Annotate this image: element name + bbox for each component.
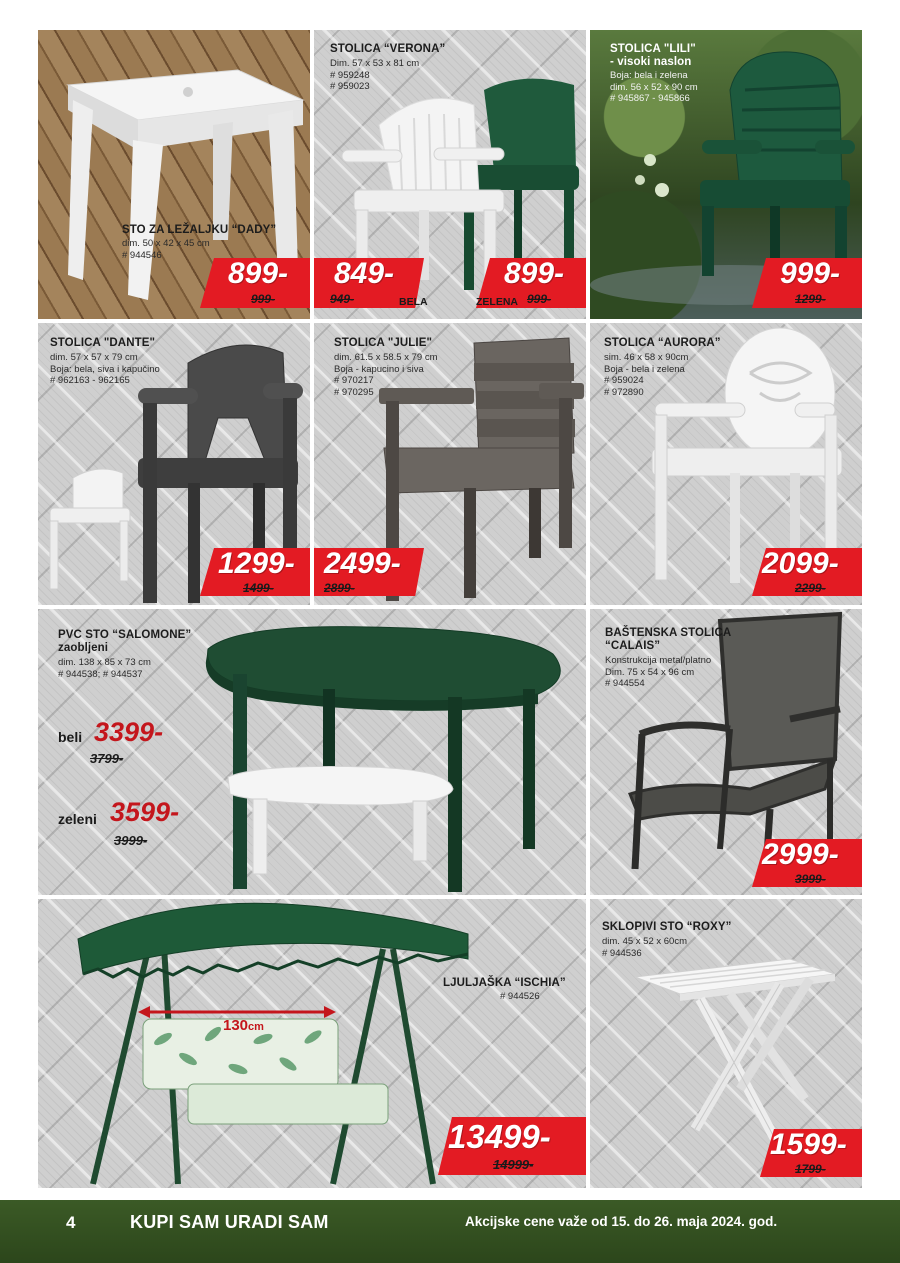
dante-specs [50, 352, 160, 387]
roxy-specs [602, 936, 687, 959]
spec-line: # 944536 [602, 947, 642, 959]
ischia-dimension-label [223, 1017, 264, 1034]
salomone-white-label: beli [58, 729, 83, 745]
verona-green-label: ZELENA [476, 296, 518, 308]
lili-title [610, 43, 696, 69]
calais-price: 2999- [762, 838, 839, 871]
spec-line: # 959248 [330, 69, 370, 81]
product-card-dante [38, 323, 310, 605]
spec-line: dim. 56 x 52 x 90 cm [610, 81, 698, 93]
spec-line: sim. 46 x 58 x 90cm [604, 352, 689, 363]
spec-line: dim. 57 x 57 x 79 cm [50, 352, 138, 363]
spec-line: # 944554 [605, 678, 645, 689]
title-line: PVC STO “SALOMONE” [58, 629, 192, 641]
verona-white-old-price: 949- [330, 292, 355, 306]
spec-line: # 944526 [500, 991, 540, 1002]
calais-specs [605, 655, 711, 690]
salomone-title [58, 629, 191, 655]
salomone-white-price: 3399- [94, 717, 164, 747]
julie-price: 2499- [324, 547, 401, 580]
julie-old-price: 2899- [324, 581, 355, 595]
title-line: STOLICA "LILI" [610, 43, 696, 55]
verona-specs [330, 58, 419, 93]
spec-line: Boja - bela i zelena [604, 363, 685, 375]
aurora-price: 2099- [762, 547, 839, 580]
product-card-julie [314, 323, 586, 605]
page-number: 4 [66, 1213, 76, 1232]
spec-line: # 962163 - 962165 [50, 375, 130, 386]
product-card-verona [314, 30, 586, 319]
spec-line: # 944546 [122, 249, 162, 261]
spec-line: Konstrukcija metal/platno [605, 655, 712, 666]
spec-line: # 944538; # 944537 [58, 668, 143, 680]
spec-line: Boja: bela, siva i kapučino [50, 363, 160, 375]
lili-old-price: 1299- [795, 292, 826, 306]
salomone-white-old-price: 3799- [90, 751, 124, 766]
verona-green-price: 899- [504, 257, 565, 290]
salomone-specs [58, 657, 151, 680]
dante-price: 1299- [218, 547, 295, 580]
title-line: - visoki naslon [610, 56, 692, 68]
verona-white-label: BELA [399, 296, 428, 308]
spec-line: Dim. 75 x 54 x 96 cm [605, 666, 695, 678]
spec-line: dim. 138 x 85 x 73 cm [58, 657, 151, 668]
julie-title: STOLICA "JULIE" [334, 337, 433, 349]
lili-price: 999- [780, 257, 841, 290]
roxy-title: SKLOPIVI STO “ROXY” [602, 921, 732, 933]
verona-title: STOLICA “VERONA” [330, 43, 446, 55]
ischia-specs [500, 991, 540, 1003]
dimension-value: 130 [223, 1017, 249, 1034]
aurora-specs [604, 352, 688, 398]
title-line: BAŠTENSKA STOLICA [605, 627, 732, 639]
page-footer [0, 1200, 900, 1263]
dady-old-price: 999- [251, 292, 276, 306]
spec-line: # 970295 [334, 386, 374, 398]
roxy-old-price: 1799- [795, 1162, 826, 1176]
promo-validity-note: Akcijske cene važe od 15. do 26. maja 2024. god. [465, 1214, 778, 1229]
ischia-price: 13499- [448, 1118, 551, 1155]
salomone-green-old-price: 3999- [114, 833, 148, 848]
roxy-price: 1599- [770, 1128, 847, 1161]
product-card-dady [38, 30, 310, 319]
dante-old-price: 1499- [243, 581, 274, 595]
spec-line: Boja: bela i zelena [610, 70, 688, 81]
product-card-ischia [38, 899, 586, 1188]
ischia-old-price: 14999- [493, 1157, 534, 1172]
aurora-title: STOLICA “AURORA” [604, 337, 721, 349]
aurora-old-price: 2299- [795, 581, 826, 595]
brand-name: KUPI SAM URADI SAM [130, 1212, 329, 1232]
spec-line: Dim. 57 x 53 x 81 cm [330, 58, 420, 69]
spec-line: # 959023 [330, 81, 370, 92]
product-card-roxy [590, 899, 862, 1188]
spec-line: dim. 45 x 52 x 60cm [602, 936, 688, 947]
product-card-lili [590, 30, 862, 319]
calais-title [605, 627, 731, 653]
product-card-aurora [590, 323, 862, 605]
product-card-salomone [38, 609, 586, 895]
spec-line: # 959024 [604, 375, 644, 386]
salomone-green-label: zeleni [58, 811, 97, 827]
julie-specs [334, 352, 438, 398]
dady-price: 899- [228, 257, 289, 290]
dimension-unit: cm [248, 1021, 264, 1033]
lili-specs [610, 70, 698, 105]
ischia-title: LJULJAŠKA “ISCHIA” [443, 977, 566, 989]
dante-title: STOLICA "DANTE" [50, 337, 156, 349]
title-line: “CALAIS” [605, 640, 661, 652]
spec-line: dim. 50 x 42 x 45 cm [122, 238, 210, 249]
verona-green-old-price: 999- [527, 292, 552, 306]
calais-old-price: 3999- [795, 872, 826, 886]
verona-white-price: 849- [334, 257, 395, 290]
title-line: zaobljeni [58, 642, 109, 654]
spec-line: # 945867 - 945866 [610, 93, 690, 104]
spec-line: # 972890 [604, 386, 644, 398]
dady-title: STO ZA LEŽALJKU “DADY” [122, 224, 277, 236]
dady-specs [122, 238, 210, 261]
spec-line: dim. 61.5 x 58.5 x 79 cm [334, 352, 438, 363]
product-card-calais [590, 609, 862, 895]
salomone-green-price: 3599- [110, 797, 180, 827]
spec-line: Boja - kapucino i siva [334, 363, 424, 375]
spec-line: # 970217 [334, 375, 374, 386]
